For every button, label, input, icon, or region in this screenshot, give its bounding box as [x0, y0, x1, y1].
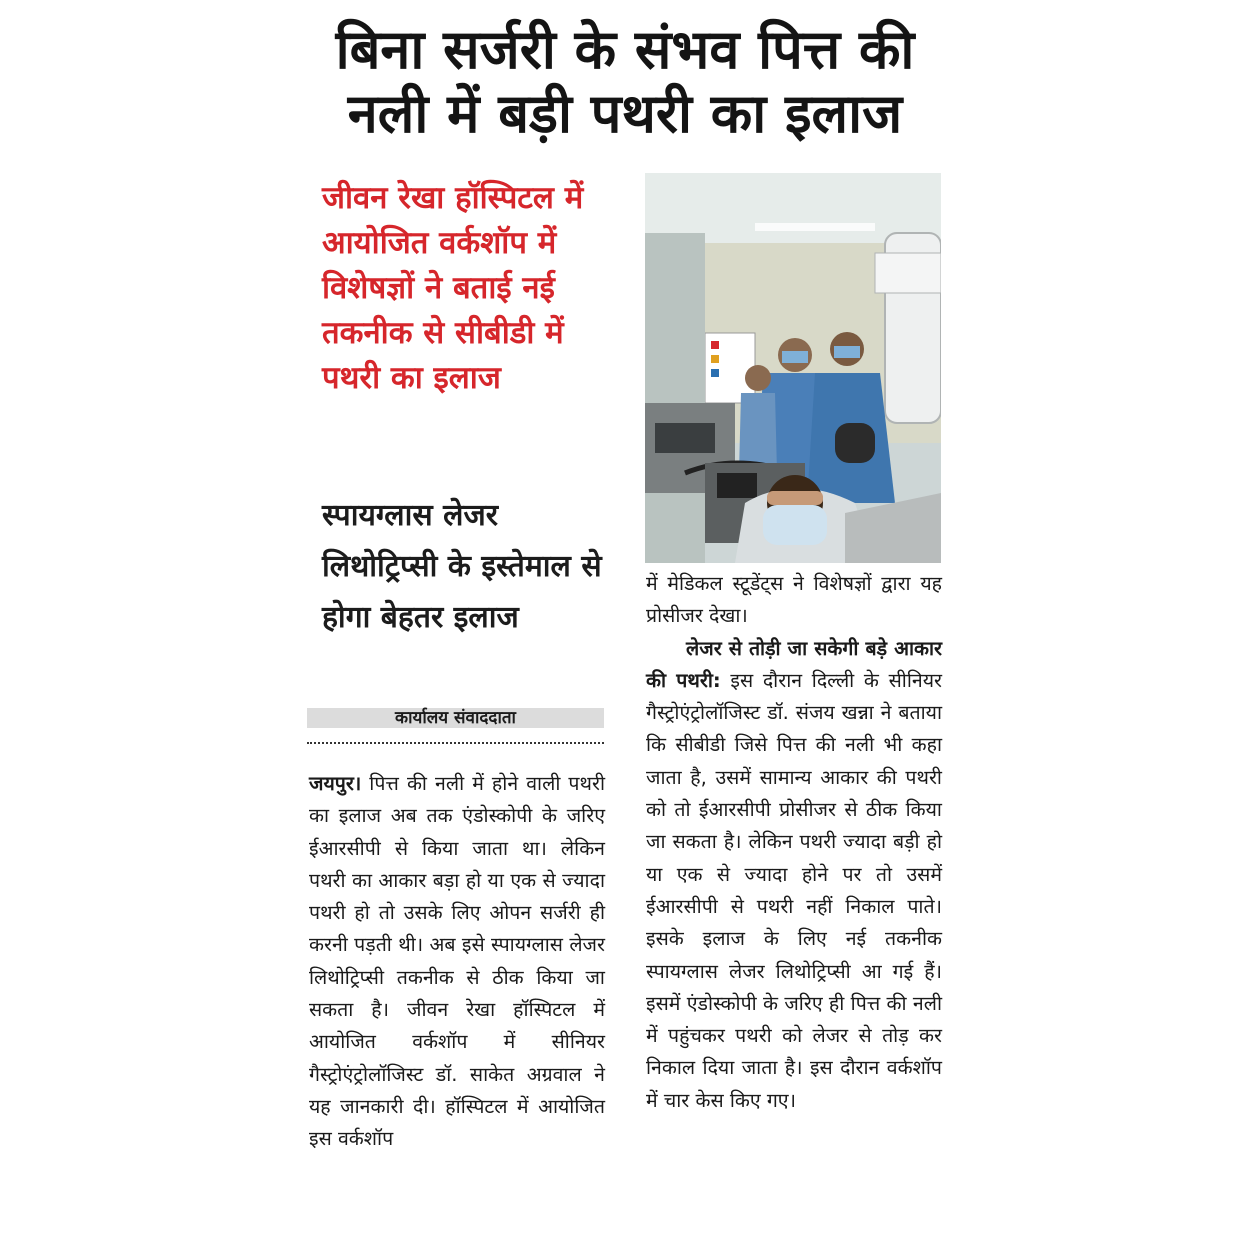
left-column [309, 768, 605, 1156]
headline-line-2: नली में बड़ी पथरी का इलाज [347, 82, 903, 145]
surgery-room-photo [645, 173, 941, 563]
byline: कार्यालय संवाददाता [307, 708, 604, 728]
right-column-paragraph [646, 633, 942, 1117]
left-column-body: पित्त की नली में होने वाली पथरी का इलाज अब तक एंडोस्कोपी के जरिए ईआरसीपी से किया जाता था। लेकिन पथरी का आकार बड़ा हो या एक से ज्यादा पथरी हो तो उसके लिए ओपन सर्जरी ही करनी पड़ती थी। अब इसे स्पायग्लास लेजर लिथोट्रिप्सी तकनीक से ठीक किया जा सकता है। जीवन रेखा हॉस्पिटल में आयोजित वर्कशॉप में सीनियर गैस्ट्रोएंट्रोलॉजिस्ट डॉ. साकेत अग्रवाल ने यह जानकारी दी। हॉस्पिटल में आयोजित इस वर्कशॉप [309, 772, 605, 1151]
left-column-paragraph [309, 768, 605, 1156]
photo-illustration [645, 173, 941, 563]
right-column [646, 568, 942, 1117]
kicker: जीवन रेखा हॉस्पिटल में आयोजित वर्कशॉप में विशेषज्ञों ने बताई नई तकनीक से सीबीडी में पथरी का इलाज [322, 180, 584, 396]
headline-line-1: बिना सर्जरी के संभव पित्त की [335, 18, 915, 81]
right-column-body: इस दौरान दिल्ली के सीनियर गैस्ट्रोएंट्रोलॉजिस्ट डॉ. संजय खन्ना ने बताया कि सीबीडी जिसे पित्त की नली भी कहा जाता है, उसमें सामान्य आकार की पथरी को तो ईआरसीपी प्रोसीजर से ठीक किया जा सकता है। लेकिन पथरी ज्यादा बड़ी हो या एक से ज्यादा होने पर तो उसमें ईआरसीपी से पथरी नहीं निकाल पाते। इसके इलाज के लिए नई तकनीक स्पायग्लास लेजर लिथोट्रिप्सी आ गई हैं। इसमें एंडोस्कोपी के जरिए ही पित्त की नली में पहुंचकर पथरी को लेजर से तोड़ कर निकाल दिया जाता है। इस दौरान वर्कशॉप में चार केस किए गए। [646, 668, 942, 1112]
dateline: जयपुर। [309, 772, 362, 795]
right-column-subhead: लेजर से तोड़ी जा सकेगी बड़े आकार की पथरी: [646, 636, 942, 692]
right-column-continuation: में मेडिकल स्टूडेंट्स ने विशेषज्ञों द्वारा यह प्रोसीजर देखा। [646, 572, 942, 628]
deck: स्पायग्लास लेजर लिथोट्रिप्सी के इस्तेमाल से होगा बेहतर इलाज [322, 498, 602, 635]
dotted-divider [307, 742, 604, 744]
headline [280, 18, 970, 146]
